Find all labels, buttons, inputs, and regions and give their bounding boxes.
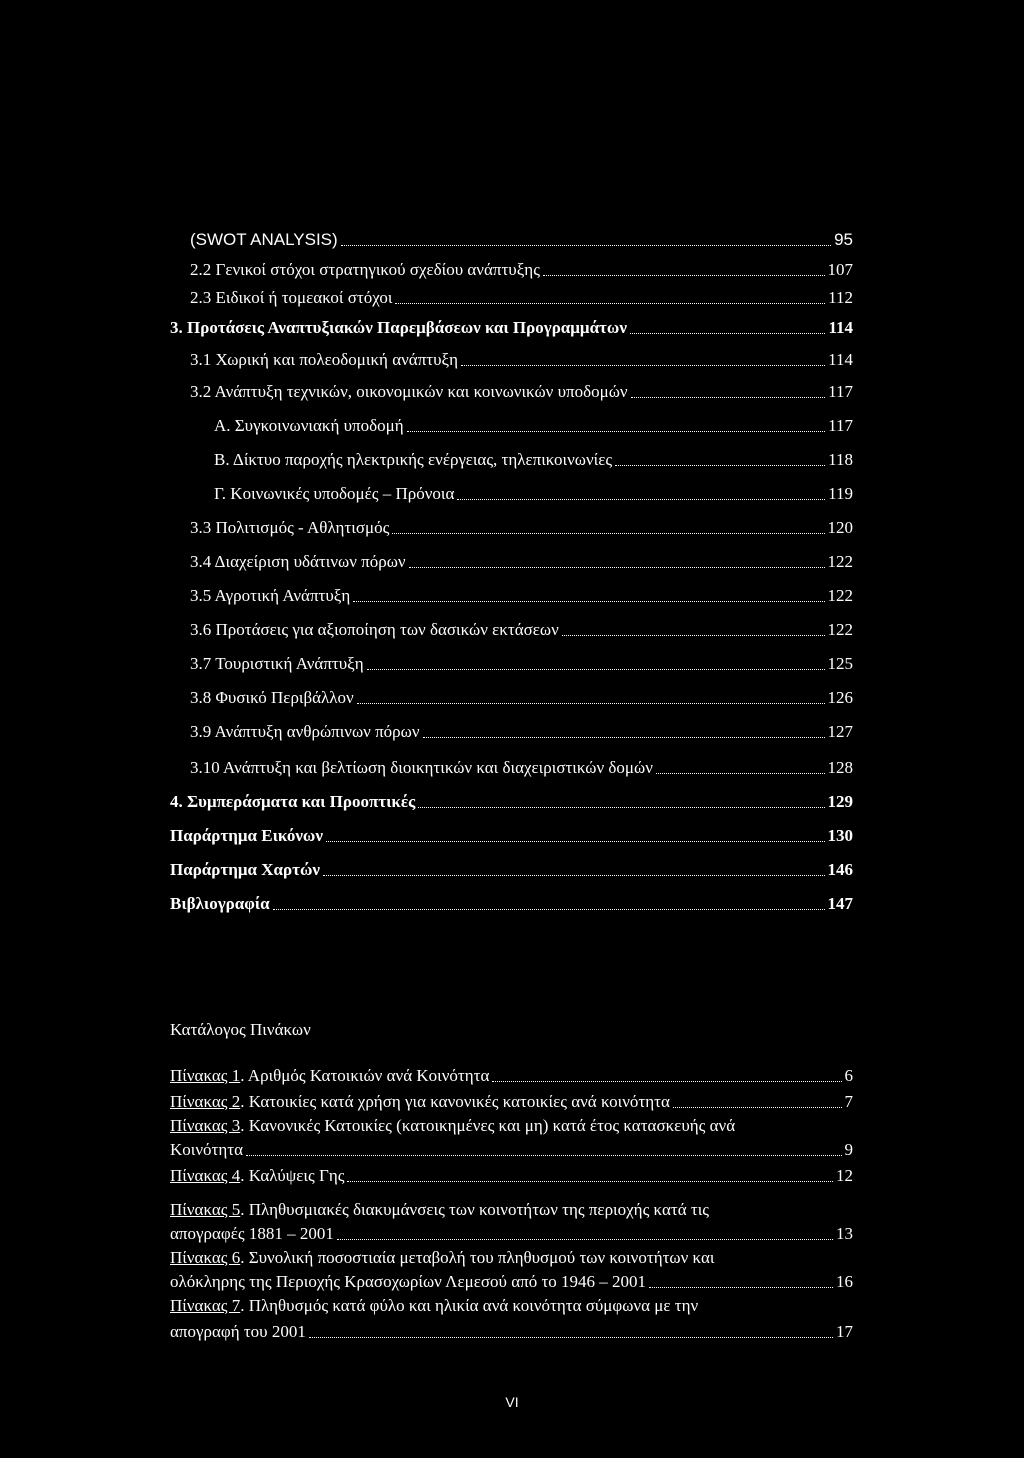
dot-leader: [326, 841, 825, 842]
toc-entry-page: 146: [827, 860, 853, 879]
toc-entry-page: 125: [827, 654, 853, 673]
toc-entry-title: 3.1 Χωρική και πολεοδομική ανάπτυξη: [190, 350, 458, 369]
table-list-entry-continuation: [170, 1138, 853, 1162]
table-link[interactable]: Πίνακας 3: [170, 1116, 241, 1135]
toc-entry: [214, 482, 853, 506]
toc-entry: [214, 414, 853, 438]
table-link[interactable]: Πίνακας 7: [170, 1296, 241, 1315]
toc-entry-page: 112: [828, 288, 853, 307]
toc-entry: [170, 790, 853, 814]
toc-entry: [190, 516, 853, 540]
table-entry-title: . Καλύψεις Γης: [240, 1166, 345, 1185]
toc-entry-page: 126: [827, 688, 853, 707]
table-entry-title: . Πληθυσμιακές διακυμάνσεις των κοινοτήτων της περιοχής κατά τις: [240, 1200, 709, 1219]
dot-leader: [615, 465, 825, 466]
table-list-entry: [170, 1090, 853, 1114]
dot-leader: [347, 1181, 833, 1182]
toc-entry: [190, 584, 853, 608]
toc-entry-title: 3.4 Διαχείριση υδάτινων πόρων: [190, 552, 406, 571]
dot-leader: [423, 737, 825, 738]
toc-entry-page: 114: [828, 350, 853, 369]
table-list-entry: [170, 1246, 853, 1270]
toc-entry: [190, 652, 853, 676]
dot-leader: [656, 773, 825, 774]
table-link[interactable]: Πίνακας 2: [170, 1092, 241, 1111]
toc-entry: [190, 618, 853, 642]
table-list-entry-continuation: [170, 1270, 853, 1294]
toc-entry-title: Β. Δίκτυο παροχής ηλεκτρικής ενέργειας, τηλεπικοινωνίες: [214, 450, 613, 469]
dot-leader: [367, 669, 825, 670]
toc-entry-title: Παράρτημα Εικόνων: [170, 826, 323, 845]
toc-entry-title: 3.3 Πολιτισμός - Αθλητισμός: [190, 518, 390, 537]
dot-leader: [407, 431, 825, 432]
toc-entry-title: 3.2 Ανάπτυξη τεχνικών, οικονομικών και κοινωνικών υποδομών: [190, 382, 628, 401]
toc-entry: [190, 286, 853, 310]
table-list-entry: [170, 1164, 853, 1188]
toc-entry-title: 4. Συμπεράσματα και Προοπτικές: [170, 792, 416, 811]
dot-leader: [673, 1107, 842, 1108]
table-entry-title: . Κατοικίες κατά χρήση για κανονικές κατοικίες ανά κοινότητα: [240, 1092, 670, 1111]
toc-entry-page: 120: [827, 518, 853, 537]
table-entry-page: 7: [844, 1092, 853, 1111]
toc-entry-page: 129: [827, 792, 853, 811]
table-entry-page: 12: [836, 1166, 853, 1185]
toc-entry-title: 2.3 Ειδικοί ή τομεακοί στόχοι: [190, 288, 393, 307]
toc-entry-page: 117: [828, 416, 853, 435]
dot-leader: [392, 533, 824, 534]
toc-entry-page: 119: [828, 484, 853, 503]
toc-entry: [170, 858, 853, 882]
dot-leader: [395, 303, 825, 304]
toc-entry-title: 3.6 Προτάσεις για αξιοποίηση των δασικών εκτάσεων: [190, 620, 559, 639]
toc-entry-title: 3.7 Τουριστική Ανάπτυξη: [190, 654, 364, 673]
toc-entry-title: 3.8 Φυσικό Περιβάλλον: [190, 688, 354, 707]
toc-entry-page: 117: [828, 382, 853, 401]
toc-entry: [170, 824, 853, 848]
dot-leader: [353, 601, 824, 602]
dot-leader: [457, 499, 825, 500]
dot-leader: [630, 333, 826, 334]
table-entry-page: 16: [836, 1272, 853, 1291]
toc-entry: [190, 720, 853, 744]
toc-entry-title: Γ. Κοινωνικές υποδομές – Πρόνοια: [214, 484, 455, 503]
toc-entry-title: 3. Προτάσεις Αναπτυξιακών Παρεμβάσεων και Προγραμμάτων: [170, 318, 627, 337]
table-entry-page: 9: [844, 1140, 853, 1159]
list-of-tables-heading: Κατάλογος Πινάκων: [170, 1020, 311, 1039]
toc-entry-page: 147: [827, 894, 853, 913]
table-entry-title-cont: ολόκληρης της Περιοχής Κρασοχωρίων Λεμεσού από το 1946 – 2001: [170, 1272, 647, 1291]
dot-leader: [631, 397, 826, 398]
toc-entry: [214, 448, 853, 472]
table-list-entry: [170, 1198, 853, 1222]
table-entry-page: 13: [836, 1224, 853, 1243]
toc-entry-page: 127: [827, 722, 853, 741]
toc-entry: [190, 550, 853, 574]
toc-entry-title: 2.2 Γενικοί στόχοι στρατηγικού σχεδίου ανάπτυξης: [190, 260, 540, 279]
dot-leader: [309, 1337, 833, 1338]
toc-entry-title: Παράρτημα Χαρτών: [170, 860, 320, 879]
toc-entry: [190, 228, 853, 252]
toc-entry: [190, 258, 853, 282]
table-list-entry-continuation: [170, 1222, 853, 1246]
toc-entry-title: Α. Συγκοινωνιακή υποδομή: [214, 416, 404, 435]
toc-entry: [170, 892, 853, 916]
table-entry-title-cont: απογραφή του 2001: [170, 1322, 306, 1341]
toc-entry-page: 128: [827, 758, 853, 777]
toc-entry-page: 114: [828, 318, 853, 337]
dot-leader: [418, 807, 824, 808]
toc-entry-title: 3.10 Ανάπτυξη και βελτίωση διοικητικών και διαχειριστικών δομών: [190, 758, 653, 777]
dot-leader: [341, 245, 831, 246]
toc-entry-page: 122: [827, 552, 853, 571]
toc-entry-page: 107: [827, 260, 853, 279]
toc-entry: [170, 316, 853, 340]
table-list-entry: [170, 1064, 853, 1088]
toc-entry-title: 3.5 Αγροτική Ανάπτυξη: [190, 586, 351, 605]
toc-entry-page: 95: [834, 230, 853, 249]
dot-leader: [337, 1239, 833, 1240]
table-entry-page: 17: [836, 1322, 853, 1341]
table-link[interactable]: Πίνακας 1: [170, 1066, 241, 1085]
table-list-entry: [170, 1294, 698, 1318]
toc-entry: [190, 380, 853, 404]
toc-entry: [190, 686, 853, 710]
dot-leader: [357, 703, 825, 704]
table-link[interactable]: Πίνακας 5: [170, 1200, 241, 1219]
toc-entry-page: 118: [828, 450, 853, 469]
table-entry-title-cont: απογραφές 1881 – 2001: [170, 1224, 334, 1243]
toc-entry-title: (SWOT ANALYSIS): [190, 230, 338, 249]
dot-leader: [461, 365, 825, 366]
toc-entry: [190, 348, 853, 372]
table-entry-title-cont: Κοινότητα: [170, 1140, 243, 1159]
table-entry-title: . Αριθμός Κατοικιών ανά Κοινότητα: [240, 1066, 490, 1085]
toc-entry-page: 122: [827, 586, 853, 605]
dot-leader: [649, 1287, 833, 1288]
table-link[interactable]: Πίνακας 4: [170, 1166, 241, 1185]
toc-entry: [190, 756, 853, 780]
page-number: VI: [505, 1394, 519, 1410]
toc-entry-page: 122: [827, 620, 853, 639]
table-link[interactable]: Πίνακας 6: [170, 1248, 241, 1267]
dot-leader: [562, 635, 825, 636]
toc-entry-title: Βιβλιογραφία: [170, 894, 270, 913]
dot-leader: [543, 275, 825, 276]
dot-leader: [273, 909, 825, 910]
table-entry-page: 6: [844, 1066, 853, 1085]
toc-entry-page: 130: [827, 826, 853, 845]
dot-leader: [323, 875, 825, 876]
table-list-entry: [170, 1114, 735, 1138]
dot-leader: [409, 567, 825, 568]
table-list-entry-continuation: [170, 1320, 853, 1344]
toc-entry-title: 3.9 Ανάπτυξη ανθρώπινων πόρων: [190, 722, 420, 741]
table-entry-title: . Κανονικές Κατοικίες (κατοικημένες και μη) κατά έτος κατασκευής ανά: [240, 1116, 736, 1135]
table-entry-title: . Συνολική ποσοστιαία μεταβολή του πληθυσμού των κοινοτήτων και: [240, 1248, 715, 1267]
table-entry-title: . Πληθυσμός κατά φύλο και ηλικία ανά κοινότητα σύμφωνα με την: [240, 1296, 699, 1315]
dot-leader: [246, 1155, 842, 1156]
dot-leader: [492, 1081, 841, 1082]
